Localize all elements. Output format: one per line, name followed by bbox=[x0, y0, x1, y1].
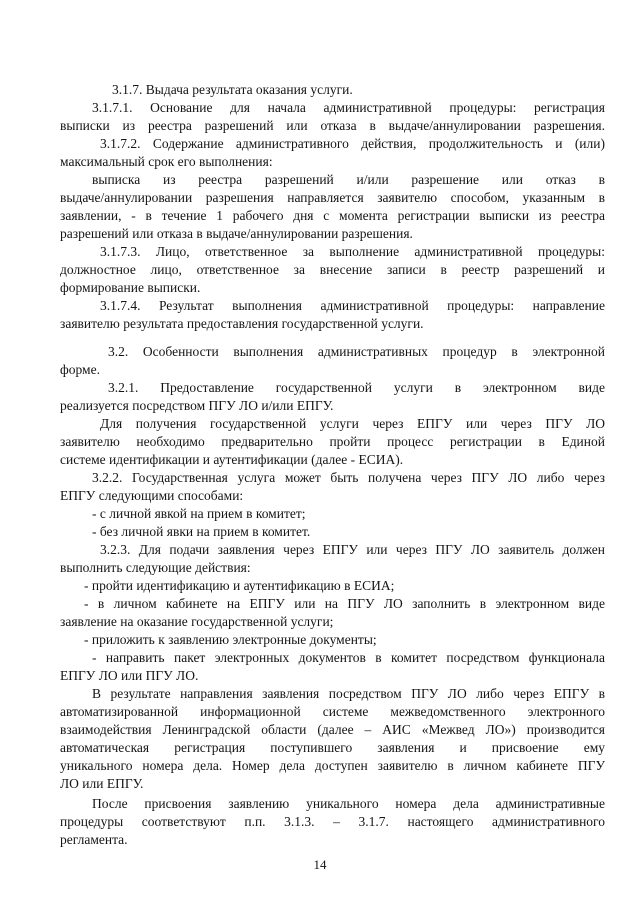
paragraph-line: процедуры соответствуют п.п. 3.1.3. – 3.1.7. настоящего административного bbox=[60, 814, 605, 829]
paragraph-line: регламента. bbox=[60, 832, 128, 847]
list-item: - пройти идентификацию и аутентификацию в ЕСИА; bbox=[84, 578, 395, 593]
paragraph-line: должностное лицо, ответственное за внесение записи в реестр разрешений и bbox=[60, 262, 605, 277]
paragraph-line: выдаче/аннулировании разрешения направляется заявителю способом, указанным в bbox=[60, 190, 605, 205]
list-item: - без личной явки на прием в комитет. bbox=[92, 524, 311, 539]
list-item: ЕПГУ ЛО или ПГУ ЛО. bbox=[60, 668, 199, 683]
list-item: - приложить к заявлению электронные документы; bbox=[84, 632, 377, 647]
paragraph-line: 3.1.7.1. Основание для начала административной процедуры: регистрация bbox=[92, 100, 605, 115]
paragraph-line: ЕПГУ следующими способами: bbox=[60, 488, 244, 503]
paragraph-line: 3.1.7.4. Результат выполнения административной процедуры: направление bbox=[100, 298, 605, 313]
paragraph-line: выписка из реестра разрешений и/или разрешение или отказ в bbox=[92, 172, 605, 187]
paragraph-line: максимальный срок его выполнения: bbox=[60, 154, 273, 169]
paragraph-line: 3.1.7.3. Лицо, ответственное за выполнение административной процедуры: bbox=[100, 244, 605, 259]
list-item: - с личной явкой на прием в комитет; bbox=[92, 506, 306, 521]
list-item: заявление на оказание государственной услуги; bbox=[60, 614, 334, 629]
section-heading: 3.2. Особенности выполнения административных процедур в электронной bbox=[108, 344, 605, 359]
paragraph-line: автоматизированной информационной системе межведомственного электронного bbox=[60, 704, 605, 719]
section-heading: 3.1.7. Выдача результата оказания услуги. bbox=[112, 82, 353, 97]
paragraph-line: выполнить следующие действия: bbox=[60, 560, 251, 575]
page-number: 14 bbox=[313, 857, 327, 872]
paragraph-line: заявлении, - в течение 1 рабочего дня с момента регистрации выписки из реестра bbox=[60, 208, 605, 223]
paragraph-line: 3.2.3. Для подачи заявления через ЕПГУ или через ПГУ ЛО заявитель должен bbox=[100, 542, 605, 557]
paragraph-line: заявителю результата предоставления государственной услуги. bbox=[60, 316, 424, 331]
paragraph-line: В результате направления заявления посредством ПГУ ЛО либо через ЕПГУ в bbox=[92, 686, 605, 701]
paragraph-line: 3.2.1. Предоставление государственной услуги в электронном виде bbox=[108, 380, 605, 395]
paragraph-line: формирование выписки. bbox=[60, 280, 201, 295]
paragraph-line: выписки из реестра разрешений или отказа в выдаче/аннулировании разрешения. bbox=[60, 118, 605, 133]
section-heading: форме. bbox=[60, 362, 100, 377]
list-item: - в личном кабинете на ЕПГУ или на ПГУ ЛО заполнить в электронном виде bbox=[84, 596, 605, 611]
paragraph-line: Для получения государственной услуги через ЕПГУ или через ПГУ ЛО bbox=[100, 416, 605, 431]
paragraph-line: реализуется посредством ПГУ ЛО и/или ЕПГУ. bbox=[60, 398, 334, 413]
paragraph-line: 3.2.2. Государственная услуга может быть получена через ПГУ ЛО либо через bbox=[92, 470, 605, 485]
paragraph-line: заявителю необходимо предварительно пройти процесс регистрации в Единой bbox=[60, 434, 605, 449]
paragraph-line: уникального номера дела. Номер дела доступен заявителю в личном кабинете ПГУ bbox=[60, 758, 605, 773]
paragraph-line: автоматическая регистрация поступившего заявления и присвоение ему bbox=[60, 740, 605, 755]
paragraph-line: После присвоения заявлению уникального номера дела административные bbox=[92, 796, 605, 811]
paragraph-line: разрешений или отказа в выдаче/аннулировании разрешения. bbox=[60, 226, 413, 241]
paragraph-line: ЛО или ЕПГУ. bbox=[60, 776, 144, 791]
paragraph-line: 3.1.7.2. Содержание административного действия, продолжительность и (или) bbox=[100, 136, 605, 151]
paragraph-line: системе идентификации и аутентификации (далее - ЕСИА). bbox=[60, 452, 404, 467]
paragraph-line: взаимодействия Ленинградской области (далее – АИС «Межвед ЛО») производится bbox=[60, 722, 605, 737]
list-item: - направить пакет электронных документов в комитет посредством функционала bbox=[92, 650, 605, 665]
